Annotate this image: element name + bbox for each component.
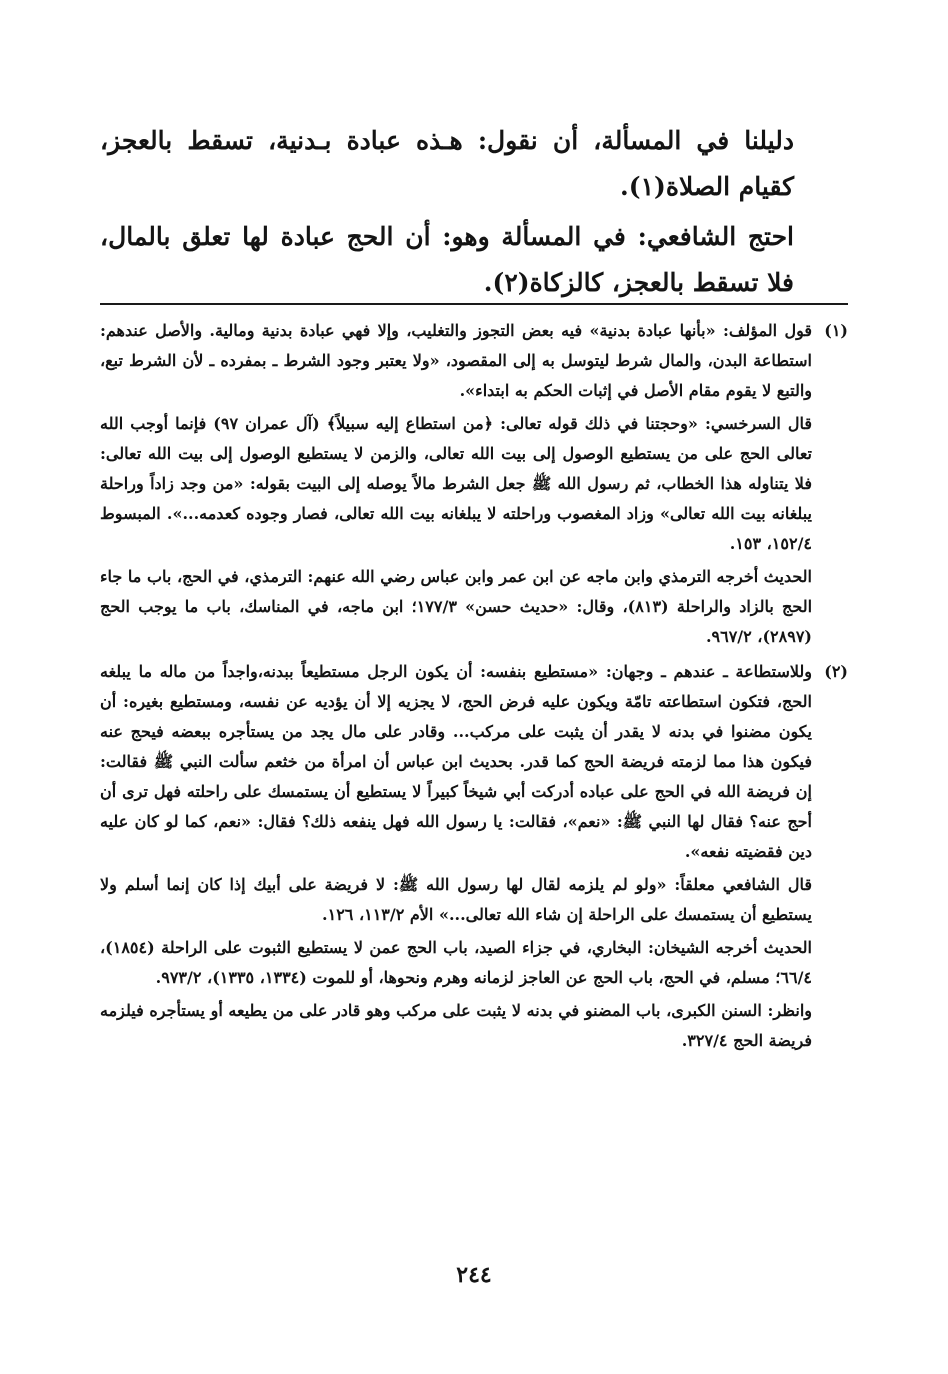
footnote-1	[100, 316, 848, 655]
footnote-2	[100, 657, 848, 1059]
footnote-number: (٢)	[824, 662, 848, 681]
footnote-body	[100, 316, 812, 655]
footnote-body	[100, 657, 812, 1059]
footnote-paragraph: الحديث أخرجه الشيخان: البخاري، في جزاء الصيد، باب الحج عمن لا يستطيع الثبوت على الراحلة (١٨٥٤)، ٦٦/٤؛ مسلم، في الحج، باب الحج عن العاجز لزمانه وهرم ونحوها، أو للموت (١٣٣٤، ١٣٣٥)، ٩٧٣/٢.	[100, 938, 812, 987]
main-text-block	[100, 118, 820, 310]
main-paragraph: دليلنا في المسألة، أن نقول: هـذه عبادة بـدنية، تسقط بالعجز، كقيام الصلاة(١).	[100, 126, 794, 201]
main-paragraph: احتج الشافعي: في المسألة وهو: أن الحج عبادة لها تعلق بالمال، فلا تسقط بالعجز، كالزكاة(٢).	[100, 222, 794, 297]
footnote-paragraph: قال السرخسي: «وحجتنا في ذلك قوله تعالى: ﴿من استطاع إليه سبيلاً﴾ (آل عمران ٩٧) فإنما أوجب الله تعالى الحج على من يستطيع الوصول إلى بيت الله تعالى، والزمن لا يستطيع الوصول إلى بيت الله تعالى: فلا يتناوله هذا الخطاب، ثم رسول الله ﷺ جعل الشرط مالاً يوصله إلى البيت بقوله: «من وجد زاداً وراحلة يبلغانه بيت الله تعالى» وزاد المغصوب وراحلته لا يبلغانه بيت الله تعالى، فصار وجوده كعدمه...». المبسوط ١٥٢/٤، ١٥٣.	[100, 414, 813, 553]
footnote-paragraph: وانظر: السنن الكبرى، باب المضنو في بدنه لا يثبت على مركب وهو قادر على من يطيعه أو يستأجره فيلزمه فريضة الحج ٣٢٧/٤.	[100, 1001, 813, 1050]
page-number: ٢٤٤	[456, 1262, 492, 1288]
footnote-paragraph: قول المؤلف: «بأنها عبادة بدنية» فيه بعض التجوز والتغليب، وإلا فهي عبادة بدنية ومالية. والأصل عندهم: استطاعة البدن، والمال شرط ليتوسل به إلى المقصود، «ولا يعتبر وجود الشرط ـ بمفرده ـ لأن الشرط تبع، والتبع لا يقوم مقام الأصل في إثبات الحكم به ابتداء».	[100, 321, 813, 400]
footnote-number: (١)	[824, 321, 848, 340]
footnotes-block	[100, 316, 848, 1059]
footnote-paragraph: قال الشافعي معلقاً: «ولو لم يلزمه لقال لها رسول الله ﷺ: لا فريضة على أبيك إذا كان إنما أسلم ولا يستطيع أن يستمسك على الراحلة إن شاء الله تعالى...» الأم ١١٣/٢، ١٢٦.	[100, 875, 812, 924]
footnote-separator	[100, 303, 848, 305]
footnote-paragraph: وللاستطاعة ـ عندهم ـ وجهان: «مستطيع بنفسه: أن يكون الرجل مستطيعاً ببدنه،واجداً من ماله ما يبلغه الحج، فتكون استطاعته تامّة ويكون عليه فرض الحج، لا يجزيه إلا أن يؤديه عن نفسه، ومستطيع بغيره: أن يكون مضنوا في بدنه لا يقدر أن يثبت على مركب... وقادر على مال يجد من يستأجره ببعضه فيحج عنه فيكون هذا مما لزمته فريضة الحج كما قدر. بحديث ابن عباس أن امرأة من خثعم سألت النبي ﷺ فقالت: إن فريضة الله في الحج على عباده أدركت أبي شيخاً كبيراً لا يستطيع أن يستمسك على راحلته فهل ترى أن أحج عنه؟ فقال لها النبي ﷺ: «نعم»، فقالت: يا رسول الله فهل ينفعه ذلك؟ فقال: «نعم، كما لو كان عليه دين فقضيته نفعه».	[100, 662, 813, 861]
footnote-paragraph: الحديث أخرجه الترمذي وابن ماجه عن ابن عمر وابن عباس رضي الله عنهم: الترمذي، في الحج، باب ما جاء الحج بالزاد والراحلة (٨١٣)، وقال: «حديث حسن» ١٧٧/٣؛ ابن ماجه، في المناسك، باب ما يوجب الحج (٢٨٩٧)، ٩٦٧/٢.	[100, 567, 813, 646]
